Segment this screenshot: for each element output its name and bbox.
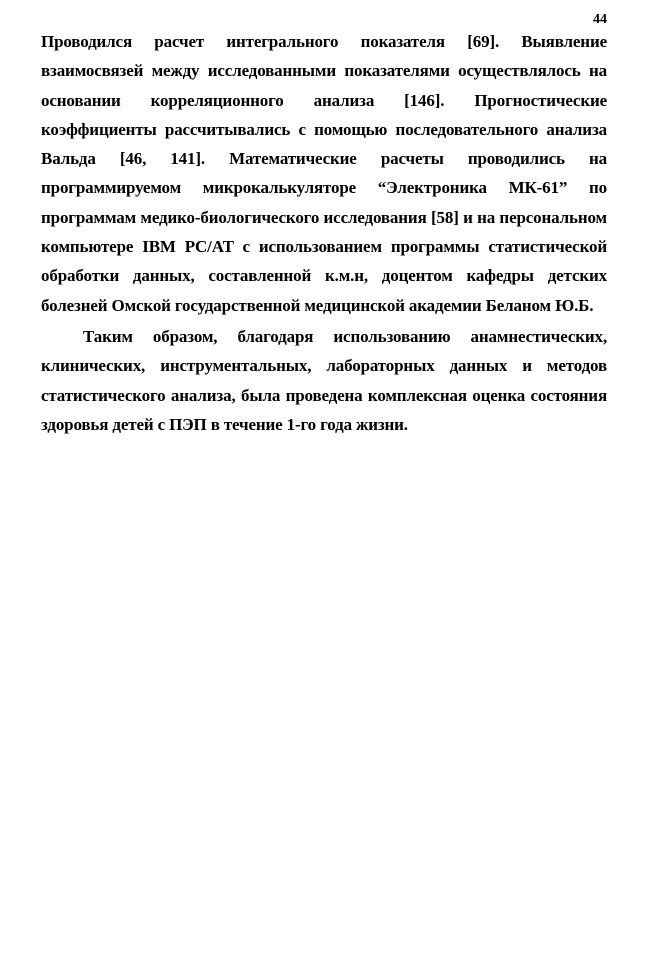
paragraph-conclusion: Таким образом, благодаря использованию анамнестических, клинических, инструментальных, лабораторных данных и методов статистического анализа, была проведена комплексная оценка состояния здоровья детей с ПЭП в течение 1-го года жизни. bbox=[41, 326, 607, 434]
document-body bbox=[41, 27, 607, 439]
paragraph-methods: Проводился расчет интегрального показателя [69]. Выявление взаимосвязей между исследованными показателями осуществлялось на основании корреляционного анализа [146]. Прогностические коэффициенты рассчитывались с помощью последовательного анализа Вальда [46, 141]. Математические расчеты проводились на программируемом микрокалькуляторе “Электроника МК-61” по программам медико-биологического исследования [58] и на персональном компьютере IBM PC/AT с использованием программы статистической обработки данных, составленной к.м.н, доцентом кафедры детских болезней Омской государственной медицинской академии Беланом Ю.Б. bbox=[41, 32, 607, 315]
page-number: 44 bbox=[593, 12, 607, 27]
